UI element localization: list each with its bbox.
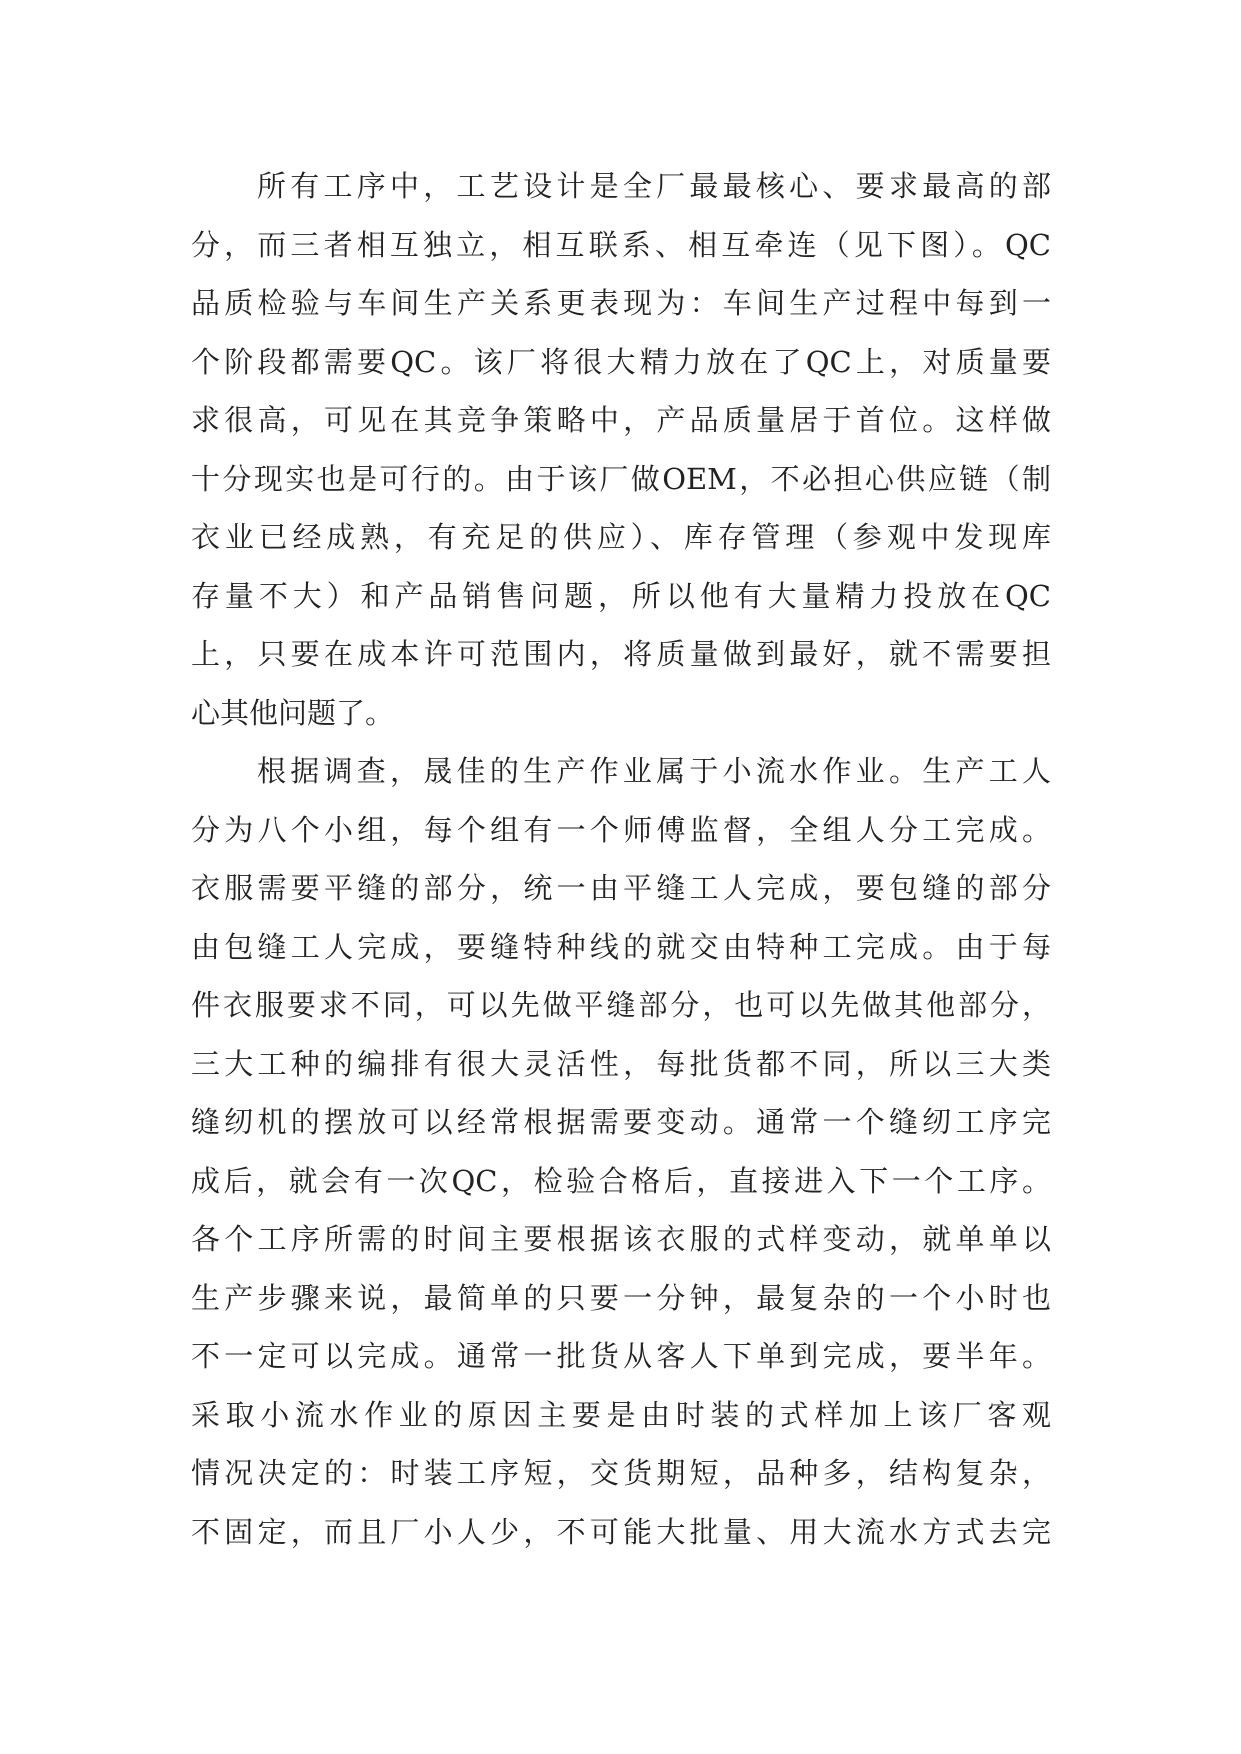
- text-line: 心其他问题了。: [191, 695, 395, 730]
- text-line: 个阶段都需要QC。该厂将很大精力放在了QC上，对质量要: [191, 344, 1051, 379]
- text-line: 上，只要在成本许可范围内，将质量做到最好，就不需要担: [191, 637, 1051, 671]
- text-line: 分，而三者相互独立，相互联系、相互牵连（见下图）。QC: [191, 227, 1051, 262]
- text-line: 不固定，而且厂小人少，不可能大批量、用大流水方式去完: [191, 1514, 1051, 1549]
- text-line: 根据调查，晟佳的生产作业属于小流水作业。生产工人: [257, 754, 1051, 788]
- text-line: 情况决定的：时装工序短，交货期短，品种多，结构复杂，: [191, 1456, 1051, 1490]
- text-line: 求很高，可见在其竞争策略中，产品质量居于首位。这样做: [191, 403, 1051, 437]
- text-line: 十分现实也是可行的。由于该厂做OEM，不必担心供应链（制: [191, 461, 1051, 496]
- text-line: 三大工种的编排有很大灵活性，每批货都不同，所以三大类: [191, 1046, 1051, 1081]
- text-line: 各个工序所需的时间主要根据该衣服的式样变动，就单单以: [191, 1222, 1051, 1256]
- text-line: 所有工序中，工艺设计是全厂最最核心、要求最高的部: [257, 169, 1051, 203]
- text-line: 采取小流水作业的原因主要是由时装的式样加上该厂客观: [191, 1397, 1051, 1432]
- text-line: 不一定可以完成。通常一批货从客人下单到完成，要半年。: [191, 1339, 1051, 1373]
- text-line: 生产步骤来说，最简单的只要一分钟，最复杂的一个小时也: [191, 1280, 1051, 1315]
- text-line: 分为八个小组，每个组有一个师傅监督，全组人分工完成。: [191, 812, 1051, 847]
- text-line: 成后，就会有一次QC，检验合格后，直接进入下一个工序。: [191, 1163, 1051, 1198]
- text-line: 件衣服要求不同，可以先做平缝部分，也可以先做其他部分，: [191, 988, 1051, 1022]
- text-line: 衣业已经成熟，有充足的供应）、库存管理（参观中发现库: [191, 520, 1051, 554]
- document-body: [191, 157, 1051, 1561]
- paragraph-1: [191, 157, 1051, 742]
- paragraph-2: [191, 742, 1051, 1561]
- text-line: 由包缝工人完成，要缝特种线的就交由特种工完成。由于每: [191, 929, 1051, 964]
- text-line: 品质检验与车间生产关系更表现为：车间生产过程中每到一: [191, 286, 1051, 320]
- text-line: 缝纫机的摆放可以经常根据需要变动。通常一个缝纫工序完: [191, 1105, 1051, 1139]
- text-line: 存量不大）和产品销售问题，所以他有大量精力投放在QC: [191, 578, 1051, 613]
- text-line: 衣服需要平缝的部分，统一由平缝工人完成，要包缝的部分: [191, 871, 1051, 905]
